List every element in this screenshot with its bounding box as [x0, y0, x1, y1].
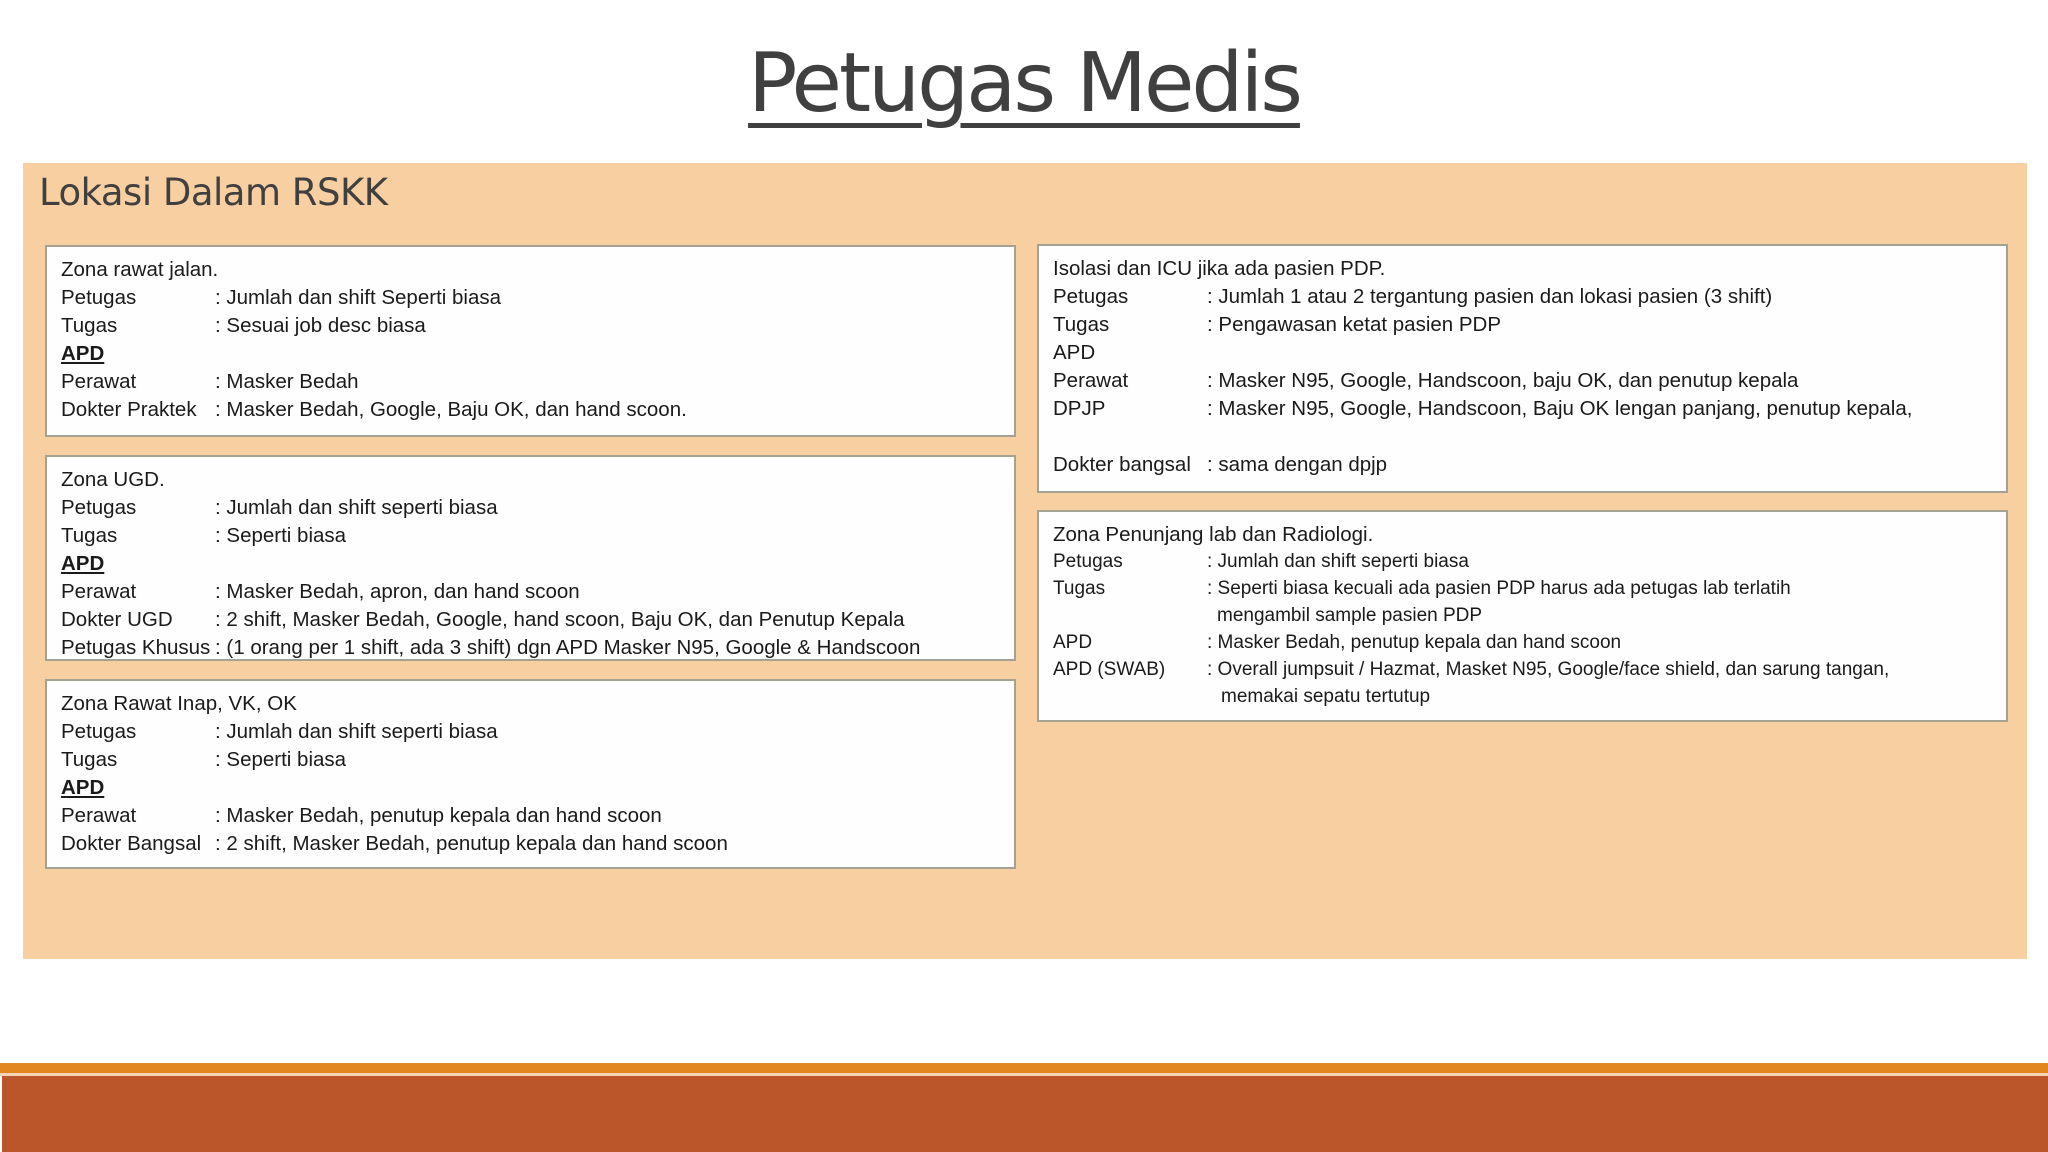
info-row — [61, 494, 1000, 522]
row-label: Tugas — [61, 314, 118, 337]
row-value: : 2 shift, Masker Bedah, Google, hand scoon, Baju OK, dan Penutup Kepala — [215, 608, 905, 631]
apd-heading: APD — [1053, 341, 1096, 364]
content-panel — [23, 163, 2027, 959]
info-row — [1053, 451, 1992, 479]
info-row — [61, 746, 1000, 774]
info-row — [1053, 311, 1992, 339]
apd-heading: APD — [61, 552, 105, 575]
row-label: Tugas — [61, 524, 118, 547]
row-label: APD — [1053, 632, 1093, 653]
info-row — [1053, 395, 1992, 423]
info-row — [1053, 283, 1992, 311]
row-value: : Seperti biasa — [215, 748, 347, 771]
row-label: Dokter Bangsal — [61, 832, 202, 855]
row-label: Petugas — [1053, 551, 1123, 572]
row-value-continuation: mengambil sample pasien PDP — [1217, 605, 1483, 626]
zone-heading: Isolasi dan ICU jika ada pasien PDP. — [1053, 257, 1386, 280]
zone-heading: Zona Penunjang lab dan Radiologi. — [1053, 523, 1374, 546]
row-label: Petugas — [61, 286, 137, 309]
row-value: : Masker Bedah, Google, Baju OK, dan hand scoon. — [215, 398, 687, 421]
row-label: Dokter UGD — [61, 608, 173, 631]
apd-heading: APD — [61, 342, 105, 365]
zone-rawat-jalan-box — [45, 245, 1016, 437]
info-row — [61, 522, 1000, 550]
zone-isolasi-box — [1037, 244, 2008, 493]
row-value: : Jumlah dan shift seperti biasa — [1207, 551, 1469, 572]
info-row — [1053, 367, 1992, 395]
row-label: Petugas — [61, 496, 137, 519]
row-label: Tugas — [1053, 313, 1110, 336]
info-row — [61, 606, 1000, 634]
row-value: : 2 shift, Masker Bedah, penutup kepala dan hand scoon — [215, 832, 728, 855]
row-value: : Masker N95, Google, Handscoon, baju OK, dan penutup kepala — [1207, 369, 1799, 392]
row-value: : Pengawasan ketat pasien PDP — [1207, 313, 1502, 336]
info-row — [61, 396, 1000, 424]
info-row — [61, 312, 1000, 340]
row-value: : Masker Bedah — [215, 370, 359, 393]
row-label: APD (SWAB) — [1053, 659, 1166, 680]
info-row — [1053, 548, 1992, 575]
panel-heading: Lokasi Dalam RSKK — [39, 171, 388, 214]
zone-heading: Zona UGD. — [61, 468, 165, 491]
info-row — [61, 634, 1000, 662]
row-value: : Masker Bedah, penutup kepala dan hand scoon — [1207, 632, 1622, 653]
row-value: : Jumlah dan shift Seperti biasa — [215, 286, 502, 309]
row-value: : (1 orang per 1 shift, ada 3 shift) dgn APD Masker N95, Google & Handscoon — [215, 636, 921, 659]
zone-heading: Zona rawat jalan. — [61, 258, 219, 281]
row-value: : Sesuai job desc biasa — [215, 314, 426, 337]
row-value: : Masker N95, Google, Handscoon, Baju OK lengan panjang, penutup kepala, — [1207, 397, 1913, 420]
row-value-continuation: memakai sepatu tertutup — [1221, 686, 1431, 707]
footer-stripe — [0, 1063, 2048, 1073]
row-label: Tugas — [1053, 578, 1106, 599]
row-label: Dokter bangsal — [1053, 453, 1191, 476]
row-label: Perawat — [61, 580, 137, 603]
info-row — [61, 284, 1000, 312]
slide-title: Petugas Medis — [748, 36, 1300, 131]
row-value: : Seperti biasa — [215, 524, 347, 547]
row-label: Petugas — [1053, 285, 1129, 308]
row-value: : Masker Bedah, apron, dan hand scoon — [215, 580, 580, 603]
row-label: Dokter Praktek — [61, 398, 197, 421]
row-label: Perawat — [61, 370, 137, 393]
row-value: : Seperti biasa kecuali ada pasien PDP harus ada petugas lab terlatih — [1207, 578, 1791, 599]
info-row — [61, 578, 1000, 606]
row-label: Tugas — [61, 748, 118, 771]
row-value: : Masker Bedah, penutup kepala dan hand scoon — [215, 804, 662, 827]
row-label: Petugas — [61, 720, 137, 743]
row-label: Perawat — [1053, 369, 1129, 392]
row-label: Petugas Khusus — [61, 636, 211, 659]
zone-rawat-inap-box — [45, 679, 1016, 869]
zone-heading: Zona Rawat Inap, VK, OK — [61, 692, 297, 715]
info-row — [1053, 629, 1992, 656]
zone-penunjang-box — [1037, 510, 2008, 722]
row-value: : Jumlah dan shift seperti biasa — [215, 496, 498, 519]
info-row — [61, 718, 1000, 746]
row-value: : sama dengan dpjp — [1207, 453, 1388, 476]
apd-heading: APD — [61, 776, 105, 799]
info-row — [61, 802, 1000, 830]
info-row — [61, 368, 1000, 396]
row-label: Perawat — [61, 804, 137, 827]
spacer — [1053, 423, 1992, 451]
row-value: : Jumlah 1 atau 2 tergantung pasien dan lokasi pasien (3 shift) — [1207, 285, 1773, 308]
row-label: DPJP — [1053, 397, 1106, 420]
zone-ugd-box — [45, 455, 1016, 661]
slide-title-wrap — [0, 36, 2048, 131]
info-row — [61, 830, 1000, 858]
row-value: : Overall jumpsuit / Hazmat, Masket N95, Google/face shield, dan sarung tangan, — [1207, 659, 1890, 680]
info-row — [1053, 575, 1992, 602]
row-value: : Jumlah dan shift seperti biasa — [215, 720, 498, 743]
info-row — [1053, 656, 1992, 683]
footer-bar — [2, 1076, 2048, 1152]
